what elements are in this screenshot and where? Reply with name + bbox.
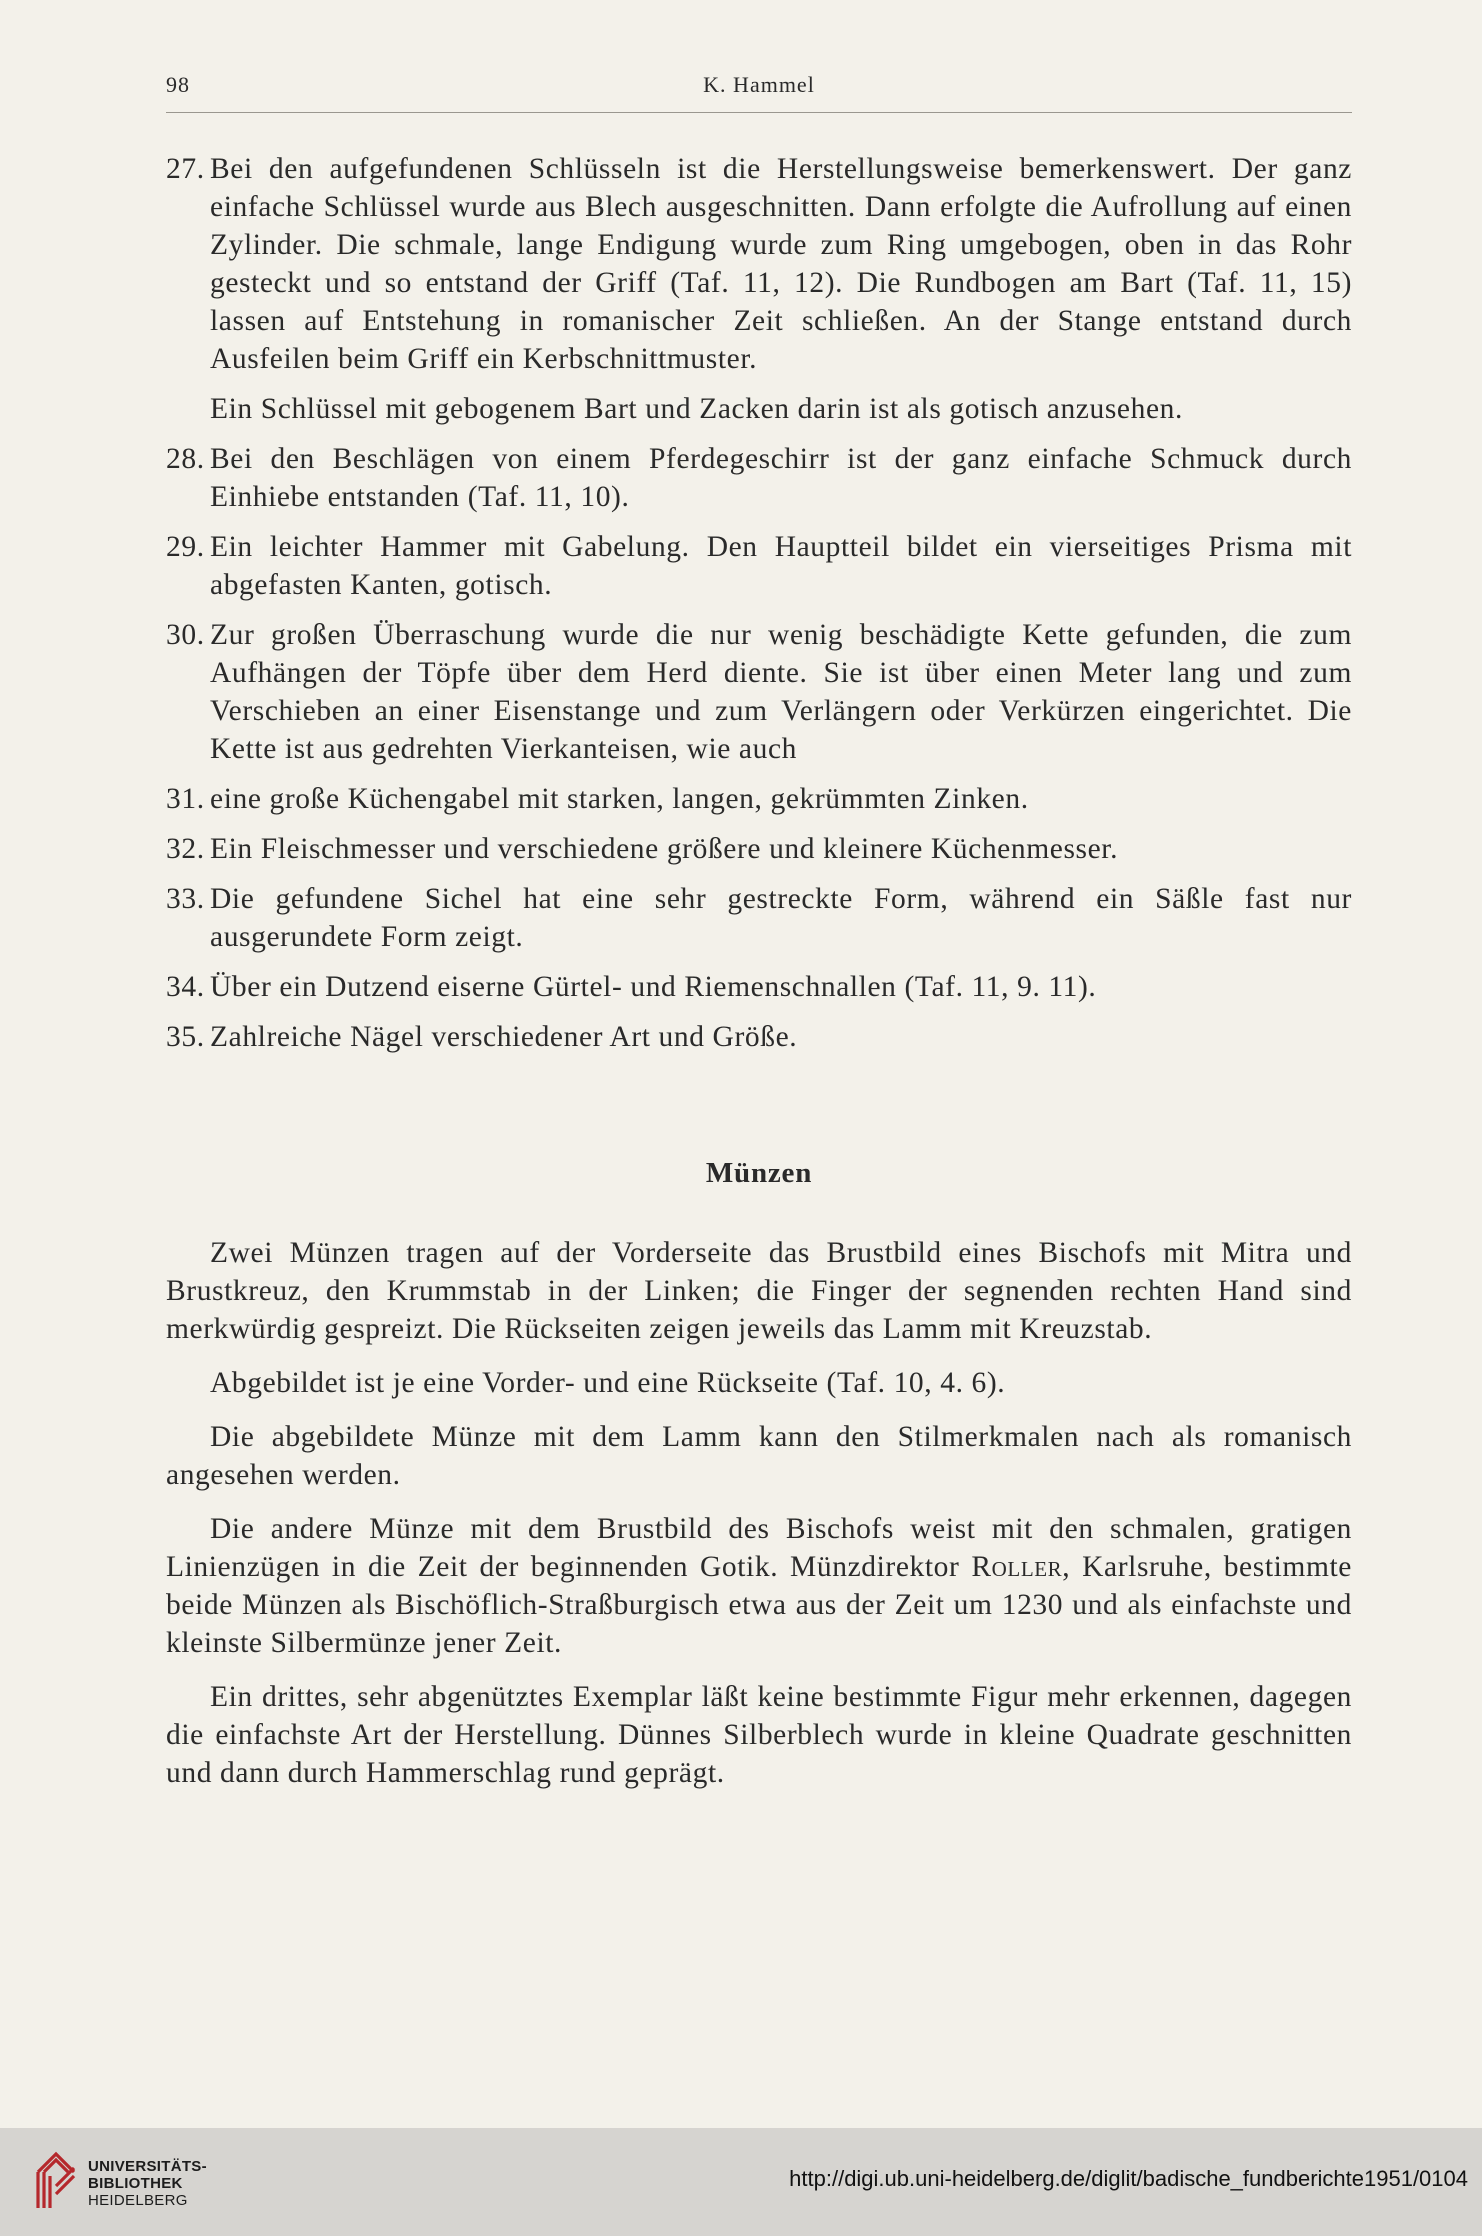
paragraph: Abgebildet ist je eine Vorder- und eine Rückseite (Taf. 10, 4. 6).: [210, 1367, 1006, 1399]
item-number: 29.: [166, 531, 205, 563]
item-text: Ein leichter Hammer mit Gabelung. Den Hauptteil bildet ein vierseitiges Prisma mit abgefasten Kanten, gotisch.: [210, 531, 1352, 601]
item-number: 32.: [166, 833, 205, 865]
list-item: [166, 1018, 1352, 1056]
item-text: Ein Fleischmesser und verschiedene größere und kleinere Küchenmesser.: [210, 833, 1119, 865]
author-name: Roller: [971, 1551, 1063, 1583]
running-head: [166, 72, 1352, 113]
library-name-line: UNIVERSITÄTS-: [88, 2158, 207, 2175]
permalink-url[interactable]: http://digi.ub.uni-heidelberg.de/diglit/badische_fundberichte1951/0104: [789, 2166, 1468, 2191]
item-text: Bei den aufgefundenen Schlüsseln ist die Herstellungsweise bemerkenswert. Der ganz einfache Schlüssel wurde aus Blech ausgeschnitten. Dann erfolgte die Aufrollung auf einen Zylinder. Die schmale, lange Endigung wurde zum Ring umgebogen, oben in das Rohr gesteckt und so entstand der Griff (Taf. 11, 12). Die Rundbogen am Bart (Taf. 11, 15) lassen auf Entstehung in romanischer Zeit schließen. An der Stange entstand durch Ausfeilen beim Griff ein Kerbschnittmuster.: [210, 153, 1352, 375]
item-number: 30.: [166, 619, 205, 651]
item-number: 28.: [166, 443, 205, 475]
library-name: [88, 2158, 207, 2209]
paragraph-text: Die andere Münze mit dem Brustbild des Bischofs weist mit den schmalen, gratigen Linienzügen in die Zeit der beginnenden Gotik. Münzdirektor: [166, 1513, 1352, 1583]
list-item: [166, 528, 1352, 604]
paragraph: Die abgebildete Münze mit dem Lamm kann den Stilmerkmalen nach als romanisch angesehen werden.: [166, 1421, 1352, 1491]
item-text: Zur großen Überraschung wurde die nur wenig beschädigte Kette gefunden, die zum Aufhängen der Töpfe über dem Herd diente. Sie ist über einen Meter lang und zum Verschieben an einer Eisenstange und zum Verlängern oder Verkürzen eingerichtet. Die Kette ist aus gedrehten Vierkanteisen, wie auch: [210, 619, 1352, 765]
paragraph: [166, 1510, 1352, 1662]
item-number: 34.: [166, 971, 205, 1003]
digitization-footer: [0, 2128, 1482, 2236]
list-item: [166, 968, 1352, 1006]
item-number: 35.: [166, 1021, 205, 1053]
item-text: Die gefundene Sichel hat eine sehr gestreckte Form, während ein Säßle fast nur ausgerundete Form zeigt.: [210, 883, 1352, 953]
item-number: 27.: [166, 153, 205, 185]
list-item: [166, 616, 1352, 768]
paragraph-text: , Karlsruhe, bestimmte beide Münzen als Bischöflich-Straßburgisch etwa aus der Zeit um 1230 und als einfachste und kleinste Silbermünze jener Zeit.: [166, 1551, 1352, 1659]
item-number: 31.: [166, 783, 205, 815]
running-head-author: K. Hammel: [703, 72, 815, 97]
list-item: [166, 780, 1352, 818]
list-item: [166, 440, 1352, 516]
list-item: [166, 150, 1352, 378]
library-name-line: BIBLIOTHEK: [88, 2175, 183, 2192]
item-text: Über ein Dutzend eiserne Gürtel- und Riemenschnallen (Taf. 11, 9. 11).: [210, 971, 1097, 1003]
paragraph: Zwei Münzen tragen auf der Vorderseite das Brustbild eines Bischofs mit Mitra und Brustkreuz, den Krummstab in der Linken; die Finger der segnenden rechten Hand sind merkwürdig gespreizt. Die Rückseiten zeigen jeweils das Lamm mit Kreuzstab.: [166, 1237, 1352, 1345]
library-name-line: HEIDELBERG: [88, 2192, 188, 2209]
paragraph: Ein drittes, sehr abgenütztes Exemplar läßt keine bestimmte Figur mehr erkennen, dagegen die einfachste Art der Herstellung. Dünnes Silberblech wurde in kleine Quadrate geschnitten und dann durch Hammerschlag rund geprägt.: [166, 1681, 1352, 1789]
item-text: eine große Küchengabel mit starken, langen, gekrümmten Zinken.: [210, 783, 1029, 815]
item-text: Bei den Beschlägen von einem Pferdegeschirr ist der ganz einfache Schmuck durch Einhiebe entstanden (Taf. 11, 10).: [210, 443, 1352, 513]
library-logo-icon: [34, 2146, 78, 2212]
body-text: [166, 150, 1352, 1808]
list-item: [166, 880, 1352, 956]
page-number: 98: [166, 72, 190, 97]
list-item: [166, 830, 1352, 868]
item-text: Zahlreiche Nägel verschiedener Art und Größe.: [210, 1021, 798, 1053]
item-continuation: Ein Schlüssel mit gebogenem Bart und Zacken darin ist als gotisch anzusehen.: [210, 393, 1183, 425]
section-heading: Münzen: [705, 1157, 813, 1189]
item-number: 33.: [166, 883, 205, 915]
